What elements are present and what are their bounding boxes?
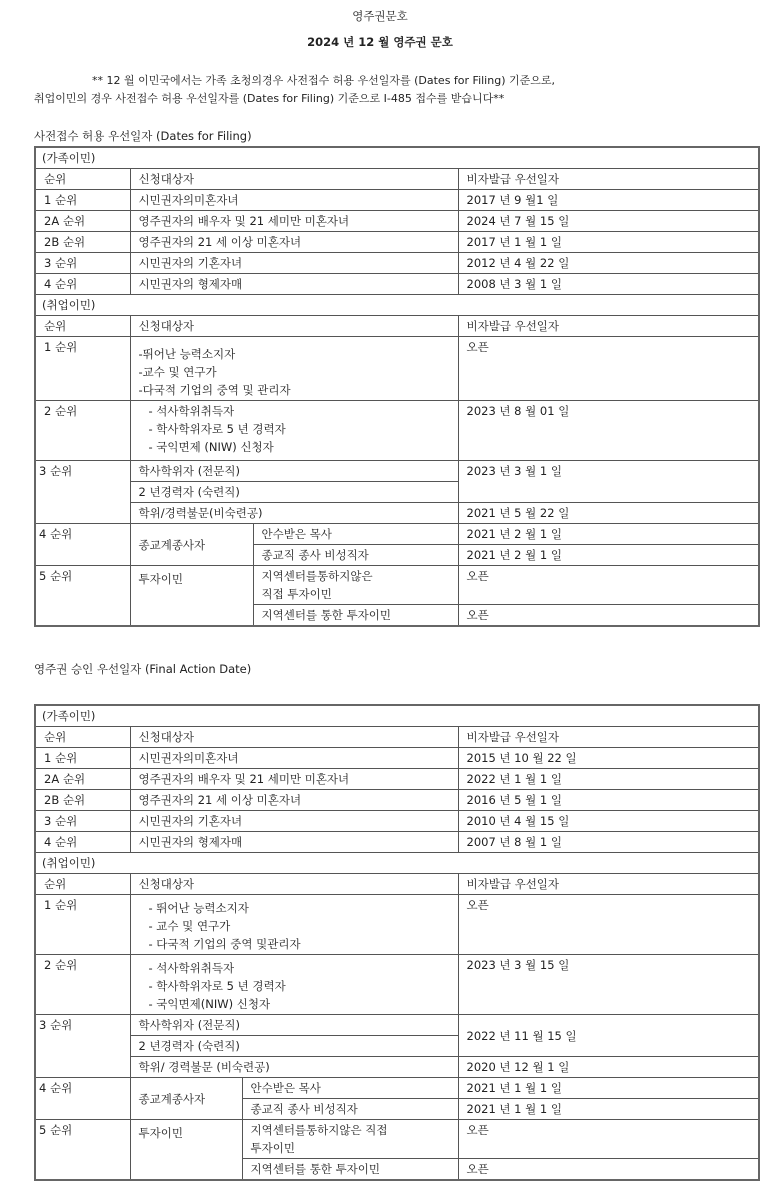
family-group-row xyxy=(35,705,759,727)
table-row xyxy=(35,748,759,769)
applicant-item: -뛰어난 능력소지자 xyxy=(138,347,236,361)
date-cell: 오픈 xyxy=(458,1159,759,1181)
applicant-cell: 영주권자의 배우자 및 21 세미만 미혼자녀 xyxy=(130,211,458,232)
rank-cell: 2 순위 xyxy=(35,955,130,1015)
dates-for-filing-heading: 사전접수 허용 우선일자 (Dates for Filing) xyxy=(34,129,252,143)
document-subtitle: 2024 년 12 월 영주권 문호 xyxy=(307,35,453,49)
table-row xyxy=(35,1120,759,1159)
sub-applicant-line: 직접 투자이민 xyxy=(261,587,332,601)
table-row xyxy=(35,566,759,605)
applicant-cell: 시민권자의 기혼자녀 xyxy=(130,811,458,832)
category-cell: 투자이민 xyxy=(130,566,253,627)
rank-cell: 5 순위 xyxy=(35,566,130,627)
table-row xyxy=(35,401,759,461)
header-priority-date: 비자발급 우선일자 xyxy=(458,169,759,190)
sub-applicant-cell: 지역센터를 통한 투자이민 xyxy=(253,605,458,627)
date-cell: 2022 년 11 월 15 일 xyxy=(458,1015,759,1057)
table-header-row xyxy=(35,874,759,895)
applicant-cell xyxy=(130,955,458,1015)
category-cell: 종교계종사자 xyxy=(130,1078,242,1120)
applicant-cell: 시민권자의 기혼자녀 xyxy=(130,253,458,274)
date-cell: 2020 년 12 월 1 일 xyxy=(458,1057,759,1078)
category-cell: 투자이민 xyxy=(130,1120,242,1181)
table-row xyxy=(35,232,759,253)
date-cell: 2023 년 3 월 15 일 xyxy=(458,955,759,1015)
applicant-cell: 2 년경력자 (숙련직) xyxy=(130,482,458,503)
sub-applicant-cell: 종교직 종사 비성직자 xyxy=(242,1099,458,1120)
table-row xyxy=(35,211,759,232)
document-title: 영주권문호 xyxy=(352,9,408,23)
table-row xyxy=(35,832,759,853)
applicant-cell: 시민권자의 형제자매 xyxy=(130,832,458,853)
date-cell: 2010 년 4 월 15 일 xyxy=(458,811,759,832)
applicant-cell: 시민권자의미혼자녀 xyxy=(130,748,458,769)
rank-cell: 2B 순위 xyxy=(35,232,130,253)
table-row xyxy=(35,811,759,832)
rank-cell: 4 순위 xyxy=(35,1078,130,1120)
applicant-cell: 시민권자의미혼자녀 xyxy=(130,190,458,211)
date-cell: 2021 년 1 월 1 일 xyxy=(458,1099,759,1120)
header-rank: 순위 xyxy=(35,727,130,748)
date-cell: 2017 년 9 월1 일 xyxy=(458,190,759,211)
rank-cell: 1 순위 xyxy=(35,337,130,401)
date-cell: 오픈 xyxy=(458,337,759,401)
applicant-cell xyxy=(130,401,458,461)
header-applicant: 신청대상자 xyxy=(130,316,458,337)
table-row xyxy=(35,1078,759,1099)
rank-cell: 2 순위 xyxy=(35,401,130,461)
applicant-cell: 학위/ 경력불문 (비숙련공) xyxy=(130,1057,458,1078)
applicant-item: -교수 및 연구가 xyxy=(138,365,217,379)
group-label: (취업이민) xyxy=(35,853,759,874)
table-row xyxy=(35,253,759,274)
table-row xyxy=(35,461,759,482)
applicant-cell: 2 년경력자 (숙련직) xyxy=(130,1036,458,1057)
table-row xyxy=(35,524,759,545)
table-row xyxy=(35,895,759,955)
header-rank: 순위 xyxy=(35,874,130,895)
header-applicant: 신청대상자 xyxy=(130,874,458,895)
rank-cell: 3 순위 xyxy=(35,1015,130,1078)
header-rank: 순위 xyxy=(35,316,130,337)
date-cell: 2021 년 2 월 1 일 xyxy=(458,524,759,545)
rank-cell: 2A 순위 xyxy=(35,769,130,790)
rank-cell: 1 순위 xyxy=(35,748,130,769)
sub-applicant-cell xyxy=(242,1120,458,1159)
rank-cell: 3 순위 xyxy=(35,461,130,524)
rank-cell: 4 순위 xyxy=(35,832,130,853)
table-row xyxy=(35,1015,759,1036)
table-header-row xyxy=(35,316,759,337)
table-header-row xyxy=(35,169,759,190)
header-priority-date: 비자발급 우선일자 xyxy=(458,874,759,895)
date-cell: 2007 년 8 월 1 일 xyxy=(458,832,759,853)
final-action-date-table xyxy=(34,704,760,1181)
group-label: (취업이민) xyxy=(35,295,759,316)
applicant-item: -다국적 기업의 중역 및 관리자 xyxy=(138,383,291,397)
applicant-item: - 국익면제 (NIW) 신청자 xyxy=(148,440,274,454)
date-cell: 오픈 xyxy=(458,895,759,955)
applicant-item: - 다국적 기업의 중역 및관리자 xyxy=(148,937,301,951)
applicant-cell: 학사학위자 (전문직) xyxy=(130,1015,458,1036)
sub-applicant-cell: 지역센터를 통한 투자이민 xyxy=(242,1159,458,1181)
rank-cell: 1 순위 xyxy=(35,895,130,955)
header-rank: 순위 xyxy=(35,169,130,190)
rank-cell: 1 순위 xyxy=(35,190,130,211)
sub-applicant-cell: 안수받은 목사 xyxy=(253,524,458,545)
final-action-date-heading: 영주권 승인 우선일자 (Final Action Date) xyxy=(34,662,252,676)
table-row xyxy=(35,769,759,790)
date-cell: 오픈 xyxy=(458,566,759,605)
applicant-cell: 학사학위자 (전문직) xyxy=(130,461,458,482)
date-cell: 2024 년 7 월 15 일 xyxy=(458,211,759,232)
date-cell: 2012 년 4 월 22 일 xyxy=(458,253,759,274)
family-group-row xyxy=(35,147,759,169)
rank-cell: 2A 순위 xyxy=(35,211,130,232)
rank-cell: 2B 순위 xyxy=(35,790,130,811)
date-cell: 2017 년 1 월 1 일 xyxy=(458,232,759,253)
sub-applicant-cell: 종교직 종사 비성직자 xyxy=(253,545,458,566)
date-cell: 2015 년 10 월 22 일 xyxy=(458,748,759,769)
applicant-cell: 영주권자의 21 세 이상 미혼자녀 xyxy=(130,790,458,811)
applicant-item: - 학사학위자로 5 년 경력자 xyxy=(148,979,286,993)
rank-cell: 5 순위 xyxy=(35,1120,130,1181)
table-row xyxy=(35,1057,759,1078)
header-applicant: 신청대상자 xyxy=(130,169,458,190)
notice-line-2: 취업이민의 경우 사전접수 허용 우선일자를 (Dates for Filing) 기준으로 I-485 접수를 받습니다** xyxy=(34,92,505,105)
employment-group-row xyxy=(35,295,759,316)
sub-applicant-line: 지역센터를통하지않은 xyxy=(261,569,373,583)
date-cell: 오픈 xyxy=(458,1120,759,1159)
table-row xyxy=(35,337,759,401)
applicant-cell: 학위/경력불문(비숙련공) xyxy=(130,503,458,524)
table-row xyxy=(35,503,759,524)
table-row xyxy=(35,190,759,211)
applicant-item: - 석사학위취득자 xyxy=(148,961,235,975)
date-cell: 2008 년 3 월 1 일 xyxy=(458,274,759,295)
notice-line-1: ** 12 월 이민국에서는 가족 초청의경우 사전접수 허용 우선일자를 (Dates for Filing) 기준으로, xyxy=(92,74,555,87)
rank-cell: 3 순위 xyxy=(35,253,130,274)
category-cell: 종교계종사자 xyxy=(130,524,253,566)
applicant-item: - 뛰어난 능력소지자 xyxy=(148,901,249,915)
applicant-item: - 석사학위취득자 xyxy=(148,404,235,418)
sub-applicant-line: 지역센터를통하지않은 직접 xyxy=(250,1123,388,1137)
applicant-cell: 시민권자의 형제자매 xyxy=(130,274,458,295)
applicant-item: - 교수 및 연구가 xyxy=(148,919,231,933)
table-row xyxy=(35,274,759,295)
header-priority-date: 비자발급 우선일자 xyxy=(458,316,759,337)
date-cell: 2021 년 2 월 1 일 xyxy=(458,545,759,566)
date-cell: 오픈 xyxy=(458,605,759,627)
sub-applicant-cell xyxy=(253,566,458,605)
sub-applicant-cell: 안수받은 목사 xyxy=(242,1078,458,1099)
table-header-row xyxy=(35,727,759,748)
applicant-cell: 영주권자의 21 세 이상 미혼자녀 xyxy=(130,232,458,253)
applicant-cell: 영주권자의 배우자 및 21 세미만 미혼자녀 xyxy=(130,769,458,790)
header-applicant: 신청대상자 xyxy=(130,727,458,748)
applicant-item: - 학사학위자로 5 년 경력자 xyxy=(148,422,286,436)
table-row xyxy=(35,955,759,1015)
date-cell: 2023 년 8 월 01 일 xyxy=(458,401,759,461)
applicant-cell xyxy=(130,895,458,955)
sub-applicant-line: 투자이민 xyxy=(250,1141,295,1155)
rank-cell: 4 순위 xyxy=(35,524,130,566)
date-cell: 2016 년 5 월 1 일 xyxy=(458,790,759,811)
employment-group-row xyxy=(35,853,759,874)
rank-cell: 3 순위 xyxy=(35,811,130,832)
table-row xyxy=(35,790,759,811)
applicant-cell xyxy=(130,337,458,401)
date-cell: 2023 년 3 월 1 일 xyxy=(458,461,759,503)
dates-for-filing-table xyxy=(34,146,760,627)
date-cell: 2022 년 1 월 1 일 xyxy=(458,769,759,790)
rank-cell: 4 순위 xyxy=(35,274,130,295)
group-label: (가족이민) xyxy=(35,147,759,169)
applicant-item: - 국익면제(NIW) 신청자 xyxy=(148,997,271,1011)
header-priority-date: 비자발급 우선일자 xyxy=(458,727,759,748)
date-cell: 2021 년 1 월 1 일 xyxy=(458,1078,759,1099)
group-label: (가족이민) xyxy=(35,705,759,727)
date-cell: 2021 년 5 월 22 일 xyxy=(458,503,759,524)
